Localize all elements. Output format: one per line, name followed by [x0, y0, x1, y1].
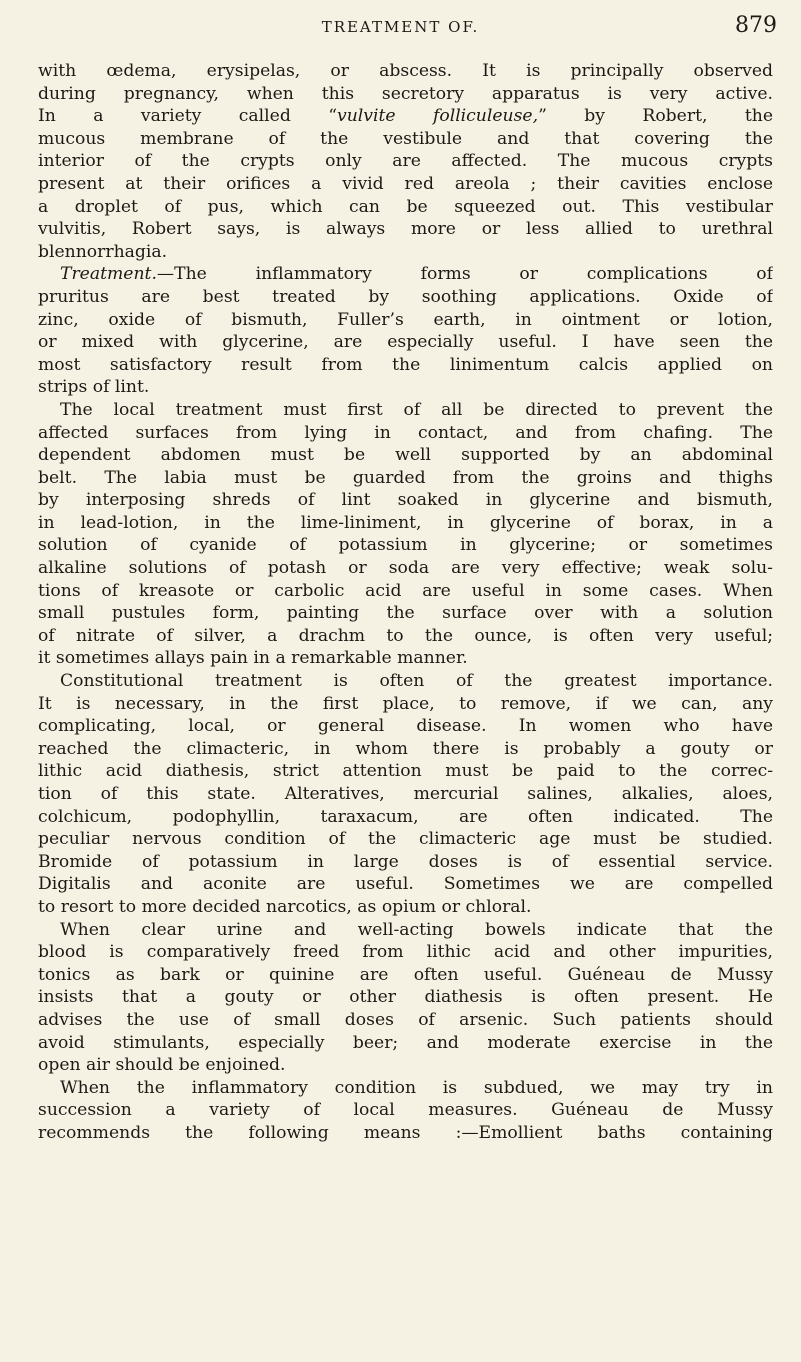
text-line: complicating, local, or general disease. In women who have — [38, 716, 773, 737]
text-line: succession a variety of local measures. Guéneau de Mussy — [38, 1100, 773, 1121]
text-line: avoid stimulants, especially beer; and moderate exercise in the — [38, 1032, 773, 1053]
text-line: in lead-lotion, in the lime-liniment, in glycerine of borax, in a — [38, 512, 773, 533]
text-line: blood is comparatively freed from lithic acid and other impurities, — [38, 942, 773, 963]
text-line: Bromide of potassium in large doses is of essential service. — [38, 851, 773, 872]
text-line: Digitalis and aconite are useful. Sometimes we are compelled — [38, 874, 773, 895]
text-line: reached the climacteric, in whom there is probably a gouty or — [38, 738, 773, 759]
text-line: during pregnancy, when this secretory apparatus is very active. — [38, 83, 773, 104]
text-line-treatment-heading — [38, 263, 773, 286]
text-line: to resort to more decided narcotics, as opium or chloral. — [38, 896, 532, 917]
text-line: When clear urine and well-acting bowels indicate that the — [60, 919, 773, 940]
text-line: When the inflammatory condition is subdued, we may try in — [60, 1077, 773, 1098]
text-line: alkaline solutions of potash or soda are very effective; weak solu- — [38, 558, 773, 579]
text-line: belt. The labia must be guarded from the groins and thighs — [38, 467, 773, 488]
text-line: interior of the crypts only are affected. The mucous crypts — [38, 151, 773, 172]
text-line: of nitrate of silver, a drachm to the ounce, is often very useful; — [38, 625, 773, 646]
text-line: recommends the following means :—Emollient baths containing — [38, 1122, 773, 1143]
text-line: with œdema, erysipelas, or abscess. It is principally observed — [38, 61, 773, 81]
text-line: tions of kreasote or carbolic acid are useful in some cases. When — [38, 580, 773, 601]
text-line: by interposing shreds of lint soaked in glycerine and bismuth, — [38, 490, 773, 511]
section-heading: Treatment. — [60, 264, 157, 285]
text-line: mucous membrane of the vestibule and that covering the — [38, 128, 773, 149]
text-line: blennorrhagia. — [38, 241, 168, 262]
text-line: open air should be enjoined. — [38, 1055, 286, 1076]
text-line: insists that a gouty or other diathesis is often present. He — [38, 987, 773, 1008]
text-line: it sometimes allays pain in a remarkable manner. — [38, 648, 468, 669]
text-line: advises the use of small doses of arsenic. Such patients should — [38, 1009, 773, 1030]
text-line: lithic acid diathesis, strict attention must be paid to the correc- — [38, 761, 773, 782]
text-fragment: —The inflammatory forms or complications of — [156, 264, 773, 285]
running-title: TREATMENT OF. — [321, 18, 480, 36]
text-fragment: In a variety called “ — [38, 106, 338, 127]
text-line: strips of lint. — [38, 377, 150, 398]
text-line: small pustules form, painting the surface over with a solution — [38, 603, 773, 624]
text-line: The local treatment must first of all be directed to prevent the — [60, 399, 773, 420]
text-line: peculiar nervous condition of the climacteric age must be studied. — [38, 829, 773, 850]
text-line: tion of this state. Alteratives, mercurial salines, alkalies, aloes, — [38, 784, 773, 804]
text-line: colchicum, podophyllin, taraxacum, are often indicated. The — [38, 806, 773, 827]
text-fragment: ” by Robert, the — [538, 106, 773, 127]
text-line: solution of cyanide of potassium in glycerine; or sometimes — [38, 535, 773, 556]
running-head — [0, 14, 801, 44]
body-text — [38, 60, 773, 1145]
text-line: a droplet of pus, which can be squeezed out. This vestibular — [38, 196, 773, 217]
text-line: dependent abdomen must be well supported by an abdominal — [38, 445, 773, 466]
text-line: zinc, oxide of bismuth, Fuller’s earth, in ointment or lotion, — [38, 309, 773, 330]
text-line: affected surfaces from lying in contact, and from chafing. The — [38, 422, 773, 443]
italic-phrase: vulvite folliculeuse, — [337, 106, 539, 127]
text-line: Constitutional treatment is often of the greatest importance. — [60, 671, 773, 692]
text-line: It is necessary, in the first place, to remove, if we can, any — [38, 693, 773, 714]
text-line: tonics as bark or quinine are often useful. Guéneau de Mussy — [38, 964, 773, 985]
text-line: or mixed with glycerine, are especially useful. I have seen the — [38, 332, 773, 353]
text-line: vulvitis, Robert says, is always more or less allied to urethral — [38, 219, 773, 240]
text-line: most satisfactory result from the linimentum calcis applied on — [38, 354, 773, 375]
text-line-italic-phrase — [38, 105, 773, 128]
text-line: pruritus are best treated by soothing applications. Oxide of — [38, 286, 773, 307]
text-line: present at their orifices a vivid red areola ; their cavities enclose — [38, 173, 773, 194]
page-number: 879 — [735, 13, 777, 38]
